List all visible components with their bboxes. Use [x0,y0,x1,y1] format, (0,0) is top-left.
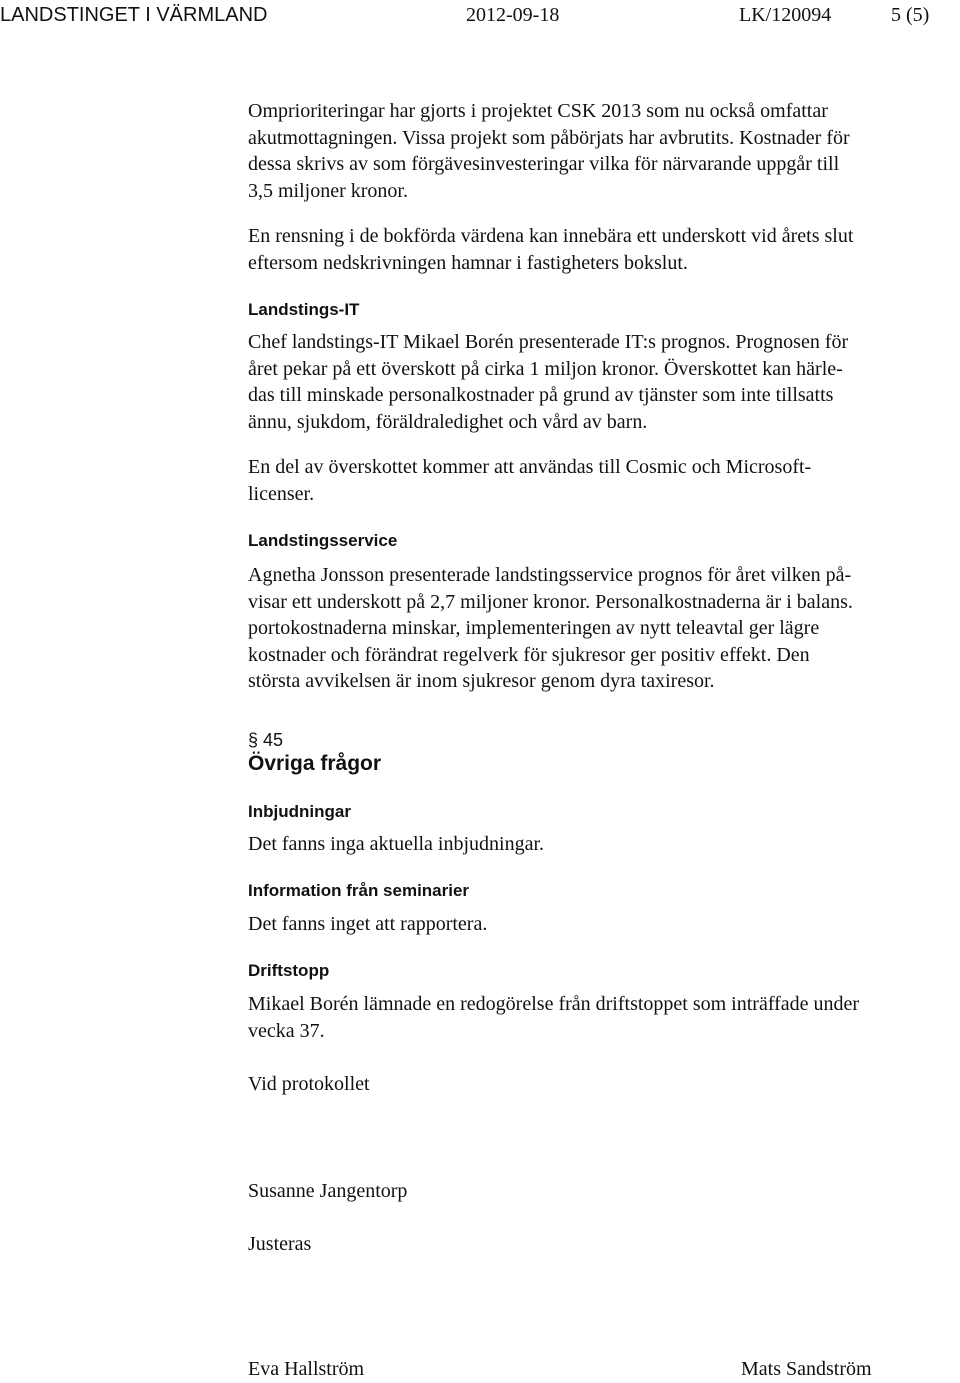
paragraph-service-prognos [248,562,853,695]
heading-driftstopp: Driftstopp [248,961,330,980]
heading-seminarier: Information från seminarier [248,881,470,900]
signature-adjuster-2: Mats Sandström [741,1358,872,1380]
text-line: eftersom nedskrivningen hamnar i fastigheters bokslut. [248,251,688,274]
label-vid-protokollet: Vid protokollet [248,1073,370,1095]
text-line: Mikael Borén lämnade en redogörelse från driftstoppet som inträffade under [248,993,860,1015]
text-line: portokostnaderna minskar, implementeringen av nytt teleavtal ger lägre [248,617,820,639]
paragraph-rensning [248,223,853,276]
header-page-number: 5 (5) [891,4,930,26]
text-line: Omprioriteringar har gjorts i projektet CSK 2013 som nu också omfattar [248,100,828,122]
section-number: § 45 [248,730,284,750]
heading-landstings-it: Landstings-IT [248,300,360,319]
signature-adjuster-1: Eva Hallström [248,1358,365,1380]
text-line: kostnader och förändrat regelverk för sjukresor ger positiv effekt. Den [248,643,810,666]
paragraph-ombud-prioriteringar [248,98,850,204]
text-line: En del av överskottet kommer att användas till Cosmic och Microsoft- [248,456,812,478]
signature-secretary: Susanne Jangentorp [248,1180,408,1202]
heading-inbjudningar: Inbjudningar [248,802,351,821]
text-line: 3,5 miljoner kronor. [248,179,408,202]
text-line: licenser. [248,482,315,505]
text-line: dessa skrivs av som förgävesinvesteringar vilka för närvarande uppgår till [248,153,840,175]
paragraph-inbjudningar: Det fanns inga aktuella inbjudningar. [248,833,545,855]
paragraph-driftstopp [248,991,859,1044]
header-date: 2012-09-18 [466,4,560,26]
paragraph-overskott [248,454,811,507]
header-organization: LANDSTINGET I VÄRMLAND [0,4,268,26]
text-line: vecka 37. [248,1019,325,1042]
text-line: största avvikelsen är inom sjukresor genom dyra taxiresor. [248,670,715,692]
text-line: året pekar på ett överskott på cirka 1 miljon kronor. Överskottet kan härle- [248,357,843,380]
header-reference: LK/120094 [739,4,832,26]
text-line: Chef landstings-IT Mikael Borén presenterade IT:s prognos. Prognosen för [248,331,849,353]
heading-landstingsservice: Landstingsservice [248,531,398,550]
text-line: visar ett underskott på 2,7 miljoner kronor. Personalkostnaderna är i balans. [248,590,853,613]
text-line: ännu, sjukdom, föräldraledighet och vård av barn. [248,410,648,433]
text-line: En rensning i de bokförda värdena kan innebära ett underskott vid årets slut [248,225,854,247]
section-title: Övriga frågor [248,752,382,775]
paragraph-seminarier: Det fanns inget att rapportera. [248,913,488,935]
text-line: Agnetha Jonsson presenterade landstingsservice prognos för året vilken på- [248,564,852,586]
text-line: akutmottagningen. Vissa projekt som påbörjats har avbrutits. Kostnader för [248,126,850,149]
paragraph-it-prognos [248,329,848,435]
label-justeras: Justeras [248,1233,312,1255]
text-line: das till minskade personalkostnader på grund av tjänster som inte tillsatts [248,384,834,406]
